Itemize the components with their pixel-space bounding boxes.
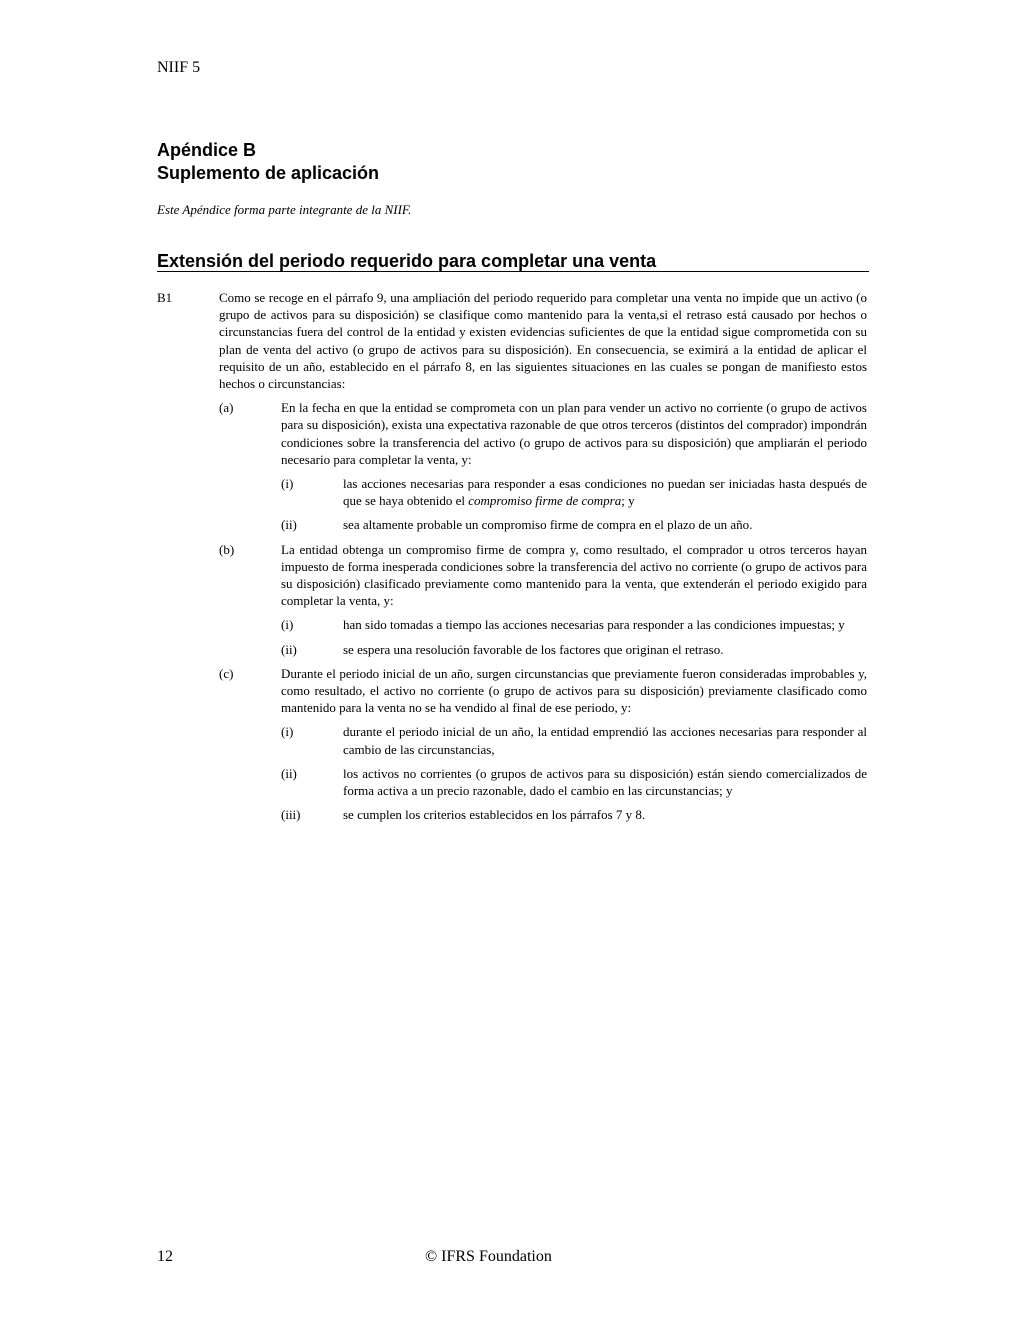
running-header: NIIF 5	[157, 59, 201, 76]
list-item-c-i	[281, 723, 867, 757]
item-label: (ii)	[281, 641, 297, 657]
item-text: se espera una resolución favorable de los factores que originan el retraso.	[343, 641, 724, 657]
page-number: 12	[157, 1248, 173, 1265]
paragraph-b1	[157, 289, 867, 392]
list-item-c	[219, 665, 867, 717]
appendix-title	[157, 139, 379, 185]
paragraph-b1-block	[157, 289, 867, 823]
item-label: (ii)	[281, 765, 297, 781]
item-text: En la fecha en que la entidad se comprometa con un plan para vender un activo no corriente (o grupo de activos para su disposición), exista una expectativa razonable de que otros terceros (distintos del comprador) impondrán condiciones sobre la transferencia del activo (o grupo de activos para su disposición) que ampliarán el periodo necesario para completar la venta, y:	[281, 400, 867, 467]
item-label: (i)	[281, 617, 294, 633]
item-label: (a)	[219, 400, 234, 416]
item-label: (b)	[219, 541, 235, 557]
defined-term: compromiso firme de compra	[468, 493, 622, 509]
paragraph-number: B1	[157, 290, 173, 305]
list-item-b	[219, 541, 867, 610]
paragraph-text: Como se recoge en el párrafo 9, una ampliación del periodo requerido para completar una venta no impide que un activo (o grupo de activos para su disposición) se clasifique como mantenido para la venta,si el retraso está causado por hechos o circunstancias fuera del control de la entidad y existen evidencias suficientes de que la entidad sigue comprometida con su plan de venta del activo (o grupo de activos para su disposición). En consecuencia, se eximirá a la entidad de aplicar el requisito de un año, establecido en el párrafo 8, en las siguientes situaciones en las cuales se pongan de manifiesto estos hechos o circunstancias:	[219, 290, 867, 392]
item-text-end: ; y	[621, 493, 635, 509]
appendix-note: Este Apéndice forma parte integrante de la NIIF.	[157, 202, 412, 217]
item-text	[343, 475, 867, 509]
list-item-c-ii	[281, 765, 867, 799]
item-label: (i)	[281, 724, 294, 740]
section-heading: Extensión del periodo requerido para completar una venta	[157, 251, 869, 272]
item-label: (i)	[281, 476, 294, 492]
list-item-b-i	[281, 616, 867, 633]
list-item-a-i	[281, 475, 867, 509]
item-label: (c)	[219, 665, 234, 681]
copyright-notice: © IFRS Foundation	[425, 1248, 552, 1265]
list-item-a	[219, 399, 867, 468]
list-item-c-iii	[281, 806, 867, 823]
item-label: (iii)	[281, 807, 301, 823]
item-text: durante el periodo inicial de un año, la entidad emprendió las acciones necesarias para responder al cambio de las circunstancias,	[343, 724, 867, 757]
list-item-a-ii	[281, 516, 867, 533]
item-label: (ii)	[281, 517, 297, 533]
item-text: La entidad obtenga un compromiso firme de compra y, como resultado, el comprador u otros terceros hayan impuesto de forma inesperada condiciones sobre la transferencia del activo no corriente (o grupo de activos para su disposición) clasificado previamente como mantenido para la venta, que extenderán el periodo exigido para completar la venta, y:	[281, 541, 867, 609]
item-text: los activos no corrientes (o grupos de activos para su disposición) están siendo comercializados de forma activa a un precio razonable, dado el cambio en las circunstancias; y	[343, 765, 867, 799]
item-text: se cumplen los criterios establecidos en los párrafos 7 y 8.	[343, 807, 646, 823]
list-item-b-ii	[281, 641, 867, 658]
item-text: han sido tomadas a tiempo las acciones necesarias para responder a las condiciones impuestas; y	[343, 617, 845, 633]
item-text: Durante el periodo inicial de un año, surgen circunstancias que previamente fueron consideradas improbables y, como resultado, el activo no corriente (o grupo de activos para su disposición) previamente clasificado como mantenido para la venta no se ha vendido al final de ese periodo, y:	[281, 665, 867, 716]
item-text: sea altamente probable un compromiso firme de compra en el plazo de un año.	[343, 517, 753, 533]
appendix-title-line1: Apéndice B	[157, 140, 257, 160]
item-text-start: las acciones necesarias para responder a esas condiciones no puedan ser iniciadas hasta después de que se haya obtenido el	[343, 476, 867, 509]
appendix-title-line2: Suplemento de aplicación	[157, 163, 380, 183]
